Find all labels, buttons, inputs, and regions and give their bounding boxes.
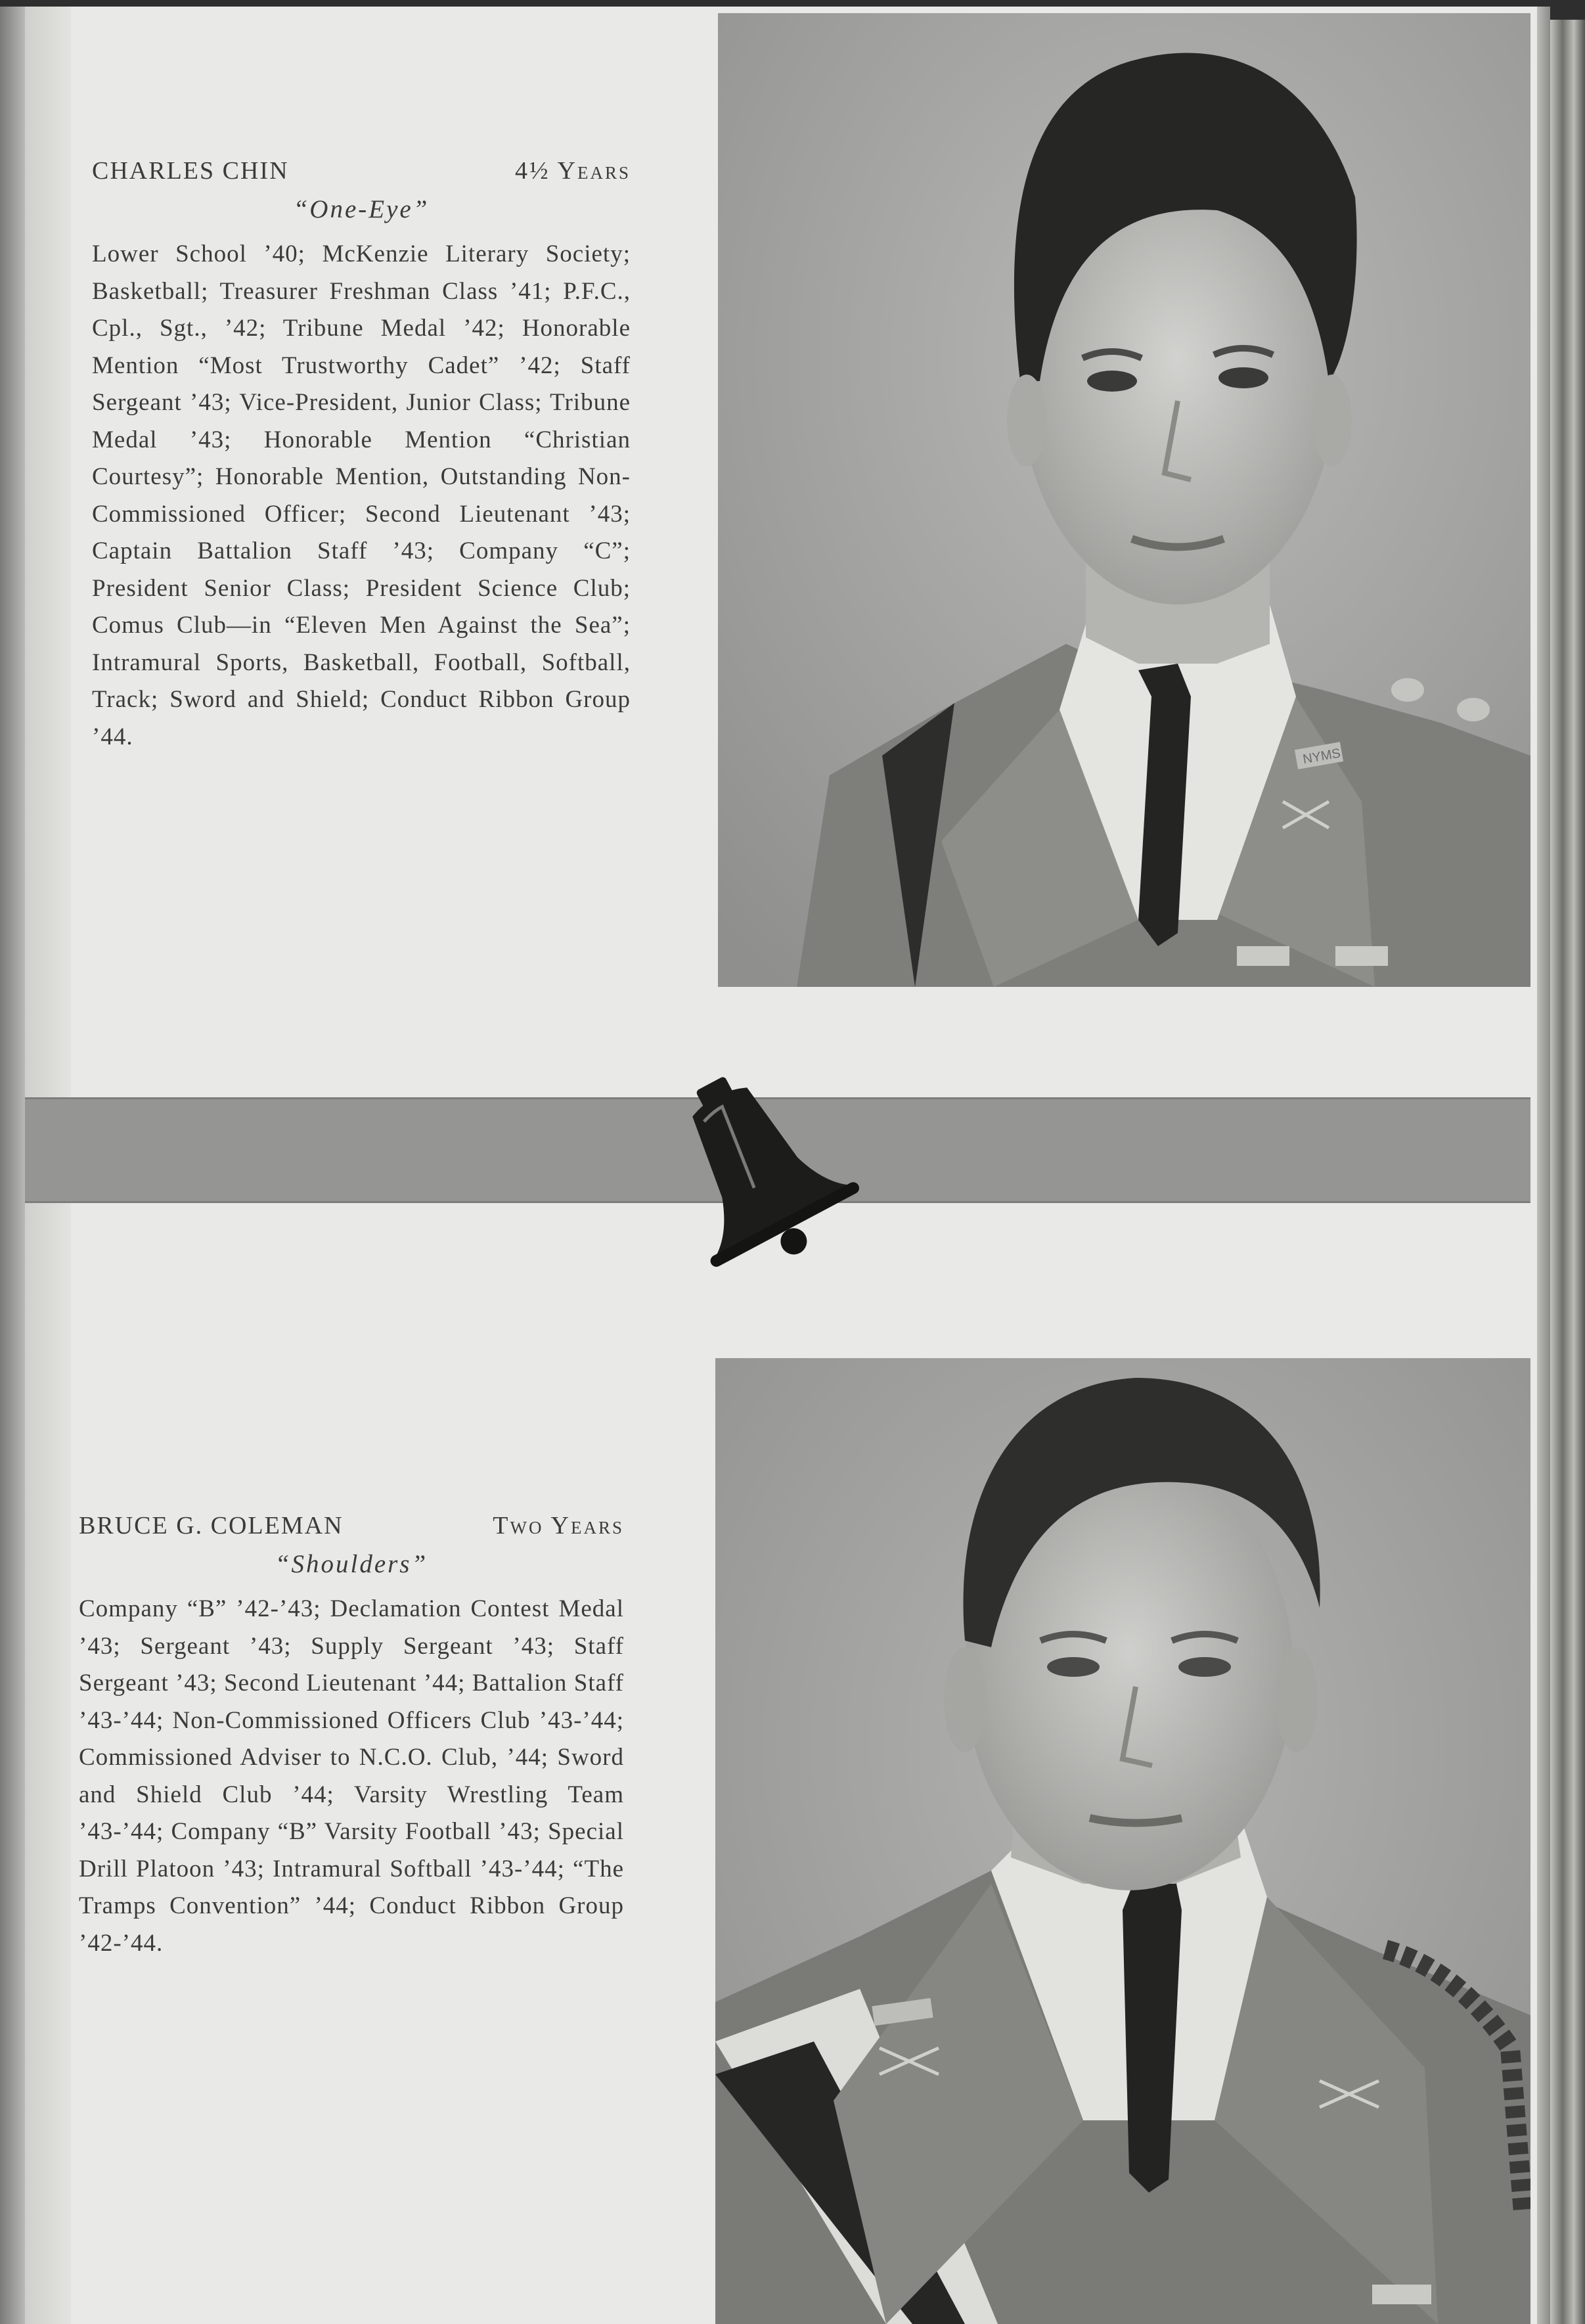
nickname: “One-Eye” (293, 195, 430, 223)
collar-insignia-text: NYMS (1301, 746, 1342, 767)
student-name: BRUCE G. COLEMAN (79, 1512, 344, 1539)
biography: Company “B” ’42-’43; Declamation Contest Medal ’43; Sergeant ’43; Supply Sergeant ’43; Staff Sergeant ’43; Second Lieutenant ’44; Battalion Staff ’43-’44; Non-Commissioned Officers Club ’43-’44; Commissioned Adviser to N.C.O. Club, ’44; Sword and Shield Club ’44; Varsity Wrestling Team ’43-’44; Company “B” Varsity Football ’43; Special Drill Platoon ’43; Intramural Softball ’43-’44; “The Tramps Convention” ’44; Conduct Ribbon Group ’42-’44. (79, 1595, 624, 1957)
book-edge (1548, 20, 1585, 2324)
portrait-photo-bruce-coleman (715, 1358, 1530, 2324)
portrait-image (718, 13, 1530, 987)
liberty-bell-icon (644, 1055, 860, 1271)
nickname: “Shoulders” (275, 1550, 428, 1578)
portrait-photo-charles-chin (718, 13, 1530, 987)
yearbook-page (0, 7, 1550, 2324)
page-gutter-shadow (0, 7, 25, 2324)
years-attended: Two Years (493, 1512, 624, 1539)
page-right-edge (1537, 7, 1550, 2324)
entry-bruce-coleman (79, 1511, 624, 1962)
student-name: CHARLES CHIN (92, 157, 289, 185)
portrait-image (715, 1358, 1530, 2324)
entry-header (79, 1511, 624, 1540)
biography: Lower School ’40; McKenzie Literary Society; Basketball; Treasurer Freshman Class ’41; P.F.C., Cpl., Sgt., ’42; Tribune Medal ’42; Honorable Mention “Most Trustworthy Cadet” ’42; Staff Sergeant ’43; Vice-President, Junior Class; Tribune Medal ’43; Honorable Mention “Christian Courtesy”; Honorable Mention, Outstanding Non-Commissioned Officer; Second Lieutenant ’43; Captain Battalion Staff ’43; Company “C”; President Senior Class; President Science Club; Comus Club—in “Eleven Men Against the Sea”; Intramural Sports, Basketball, Football, Softball, Track; Sword and Shield; Conduct Ribbon Group ’44. (92, 240, 631, 750)
entry-charles-chin (92, 156, 631, 756)
entry-header (92, 156, 631, 185)
years-attended: 4½ Years (514, 157, 631, 185)
